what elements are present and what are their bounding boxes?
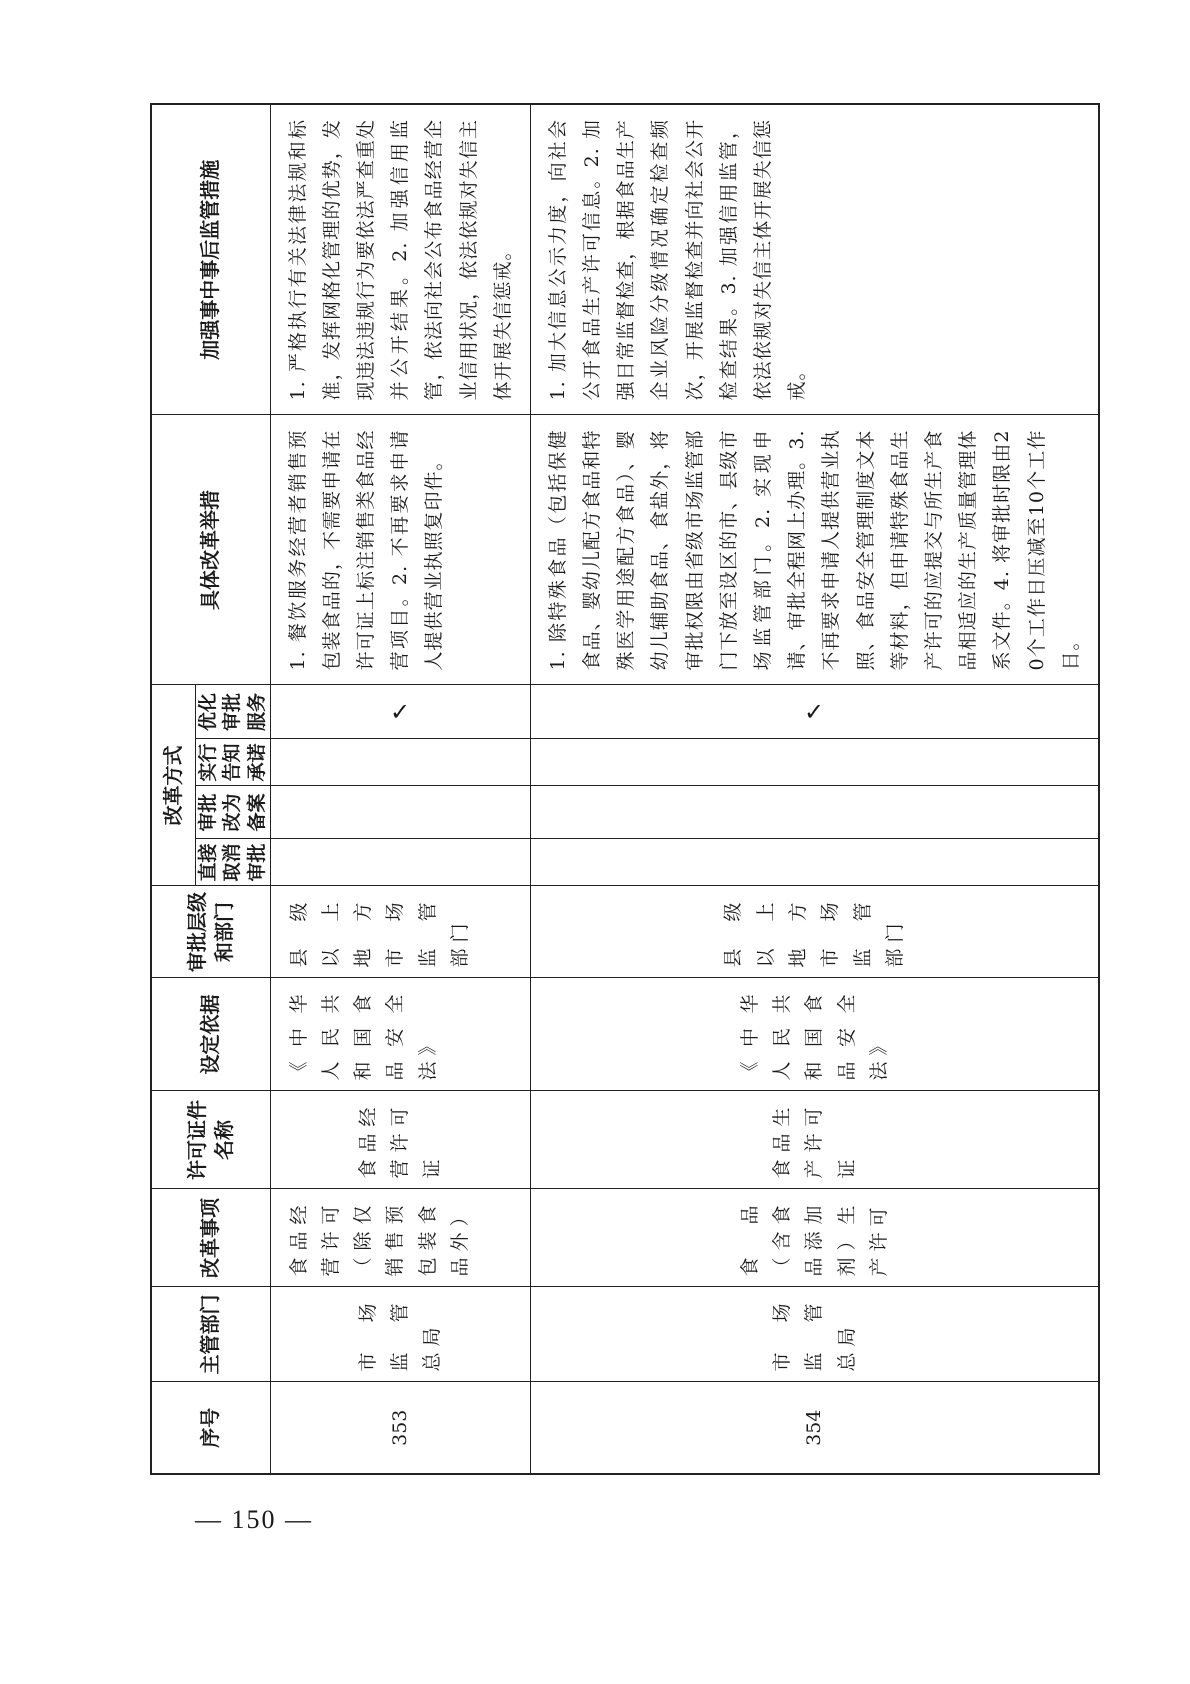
checkmark-icon: ✓ — [804, 698, 825, 727]
row-mode-cancel — [530, 839, 1099, 886]
table-row-353 — [270, 104, 530, 1474]
row-dept: 市场监管总局 — [770, 1297, 858, 1372]
row-mode-optimize-cell — [270, 685, 530, 739]
header-basis: 设定依据 — [151, 978, 270, 1091]
row-supervision: 1. 加大信息公示力度，向社会公开食品生产许可信息。2. 加强日常监督检查，根据食品生产企业风险分级情况确定检查频次，开展监督检查并向社会公开检查结果。3. 加强信用监管，依法依规对失信主体开展失信惩戒。 — [546, 119, 809, 401]
row-license: 食品经营许可证 — [356, 1101, 444, 1179]
row-seq: 353 — [270, 1382, 530, 1474]
row-basis: 《中华人民共和国食品安全法》 — [738, 988, 890, 1081]
header-license: 许可证件名称 — [151, 1091, 270, 1189]
header-row-top — [151, 104, 195, 1474]
row-mode-record — [270, 786, 530, 839]
row-mode-cancel — [270, 839, 530, 886]
header-dept: 主管部门 — [151, 1287, 270, 1382]
header-mode-record: 审批改为备案 — [195, 786, 270, 839]
header-mode-optimize: 优化审批服务 — [195, 685, 270, 739]
row-level: 县级以上地方市场监管部门 — [287, 896, 472, 968]
row-level: 县级以上地方市场监管部门 — [722, 896, 906, 968]
row-measures: 1. 餐饮服务经营者销售预包装食品的，不需要申请在许可证上标注销售类食品经营项目。2. 不再要求申请人提供营业执照复印件。 — [286, 429, 446, 671]
row-mode-notify — [270, 739, 530, 786]
row-item: 食品经营许可（除仅销售预包装食品外） — [287, 1199, 472, 1277]
row-measures: 1. 除特殊食品（包括保健食品、婴幼儿配方食品和特殊医学用途配方食品）、婴幼儿辅助食品、食盐外，将审批权限由省级市场监管部门下放至设区的市、县级市场监管部门。2. 实现申请、审批全程网上办理。3. 不再要求申请人提供营业执照、食品安全管理制度文本等材料，但申请特殊食品生产许可的应提交与所生产食品相适应的生产质量管理体系文件。4. 将审批时限由20个工作日压减至10个工作日。 — [546, 429, 1082, 671]
header-item: 改革事项 — [151, 1189, 270, 1287]
row-dept: 市场监管总局 — [356, 1297, 444, 1372]
header-mode-notify: 实行告知承诺 — [195, 739, 270, 786]
row-basis: 《中华人民共和国食品安全法》 — [287, 988, 439, 1081]
row-license: 食品生产许可证 — [770, 1101, 858, 1179]
checkmark-icon: ✓ — [390, 698, 411, 727]
row-seq: 354 — [530, 1382, 1099, 1474]
table-row-354 — [530, 104, 1099, 1474]
header-reform-mode: 改革方式 — [151, 685, 195, 886]
header-level: 审批层级和部门 — [151, 886, 270, 978]
header-mode-cancel: 直接取消审批 — [195, 839, 270, 886]
header-seq: 序号 — [151, 1382, 270, 1474]
row-mode-optimize-cell — [530, 685, 1099, 739]
header-supervision: 加强事中事后监管措施 — [151, 104, 270, 415]
header-measures: 具体改革举措 — [151, 415, 270, 685]
row-supervision: 1. 严格执行有关法律法规和标准，发挥网格化管理的优势，发现违法违规行为要依法严查重处并公开结果。2. 加强信用监管，依法向社会公布食品经营企业信用状况，依法依规对失信主体开展失信惩戒。 — [286, 119, 514, 401]
reform-table — [150, 103, 1100, 1475]
row-mode-record — [530, 786, 1099, 839]
row-mode-notify — [530, 739, 1099, 786]
row-item: 食品（含食品添加剂）生产许可 — [738, 1199, 890, 1277]
rotated-table-container — [150, 119, 1082, 1475]
page-number: — 150 — — [195, 1505, 313, 1534]
